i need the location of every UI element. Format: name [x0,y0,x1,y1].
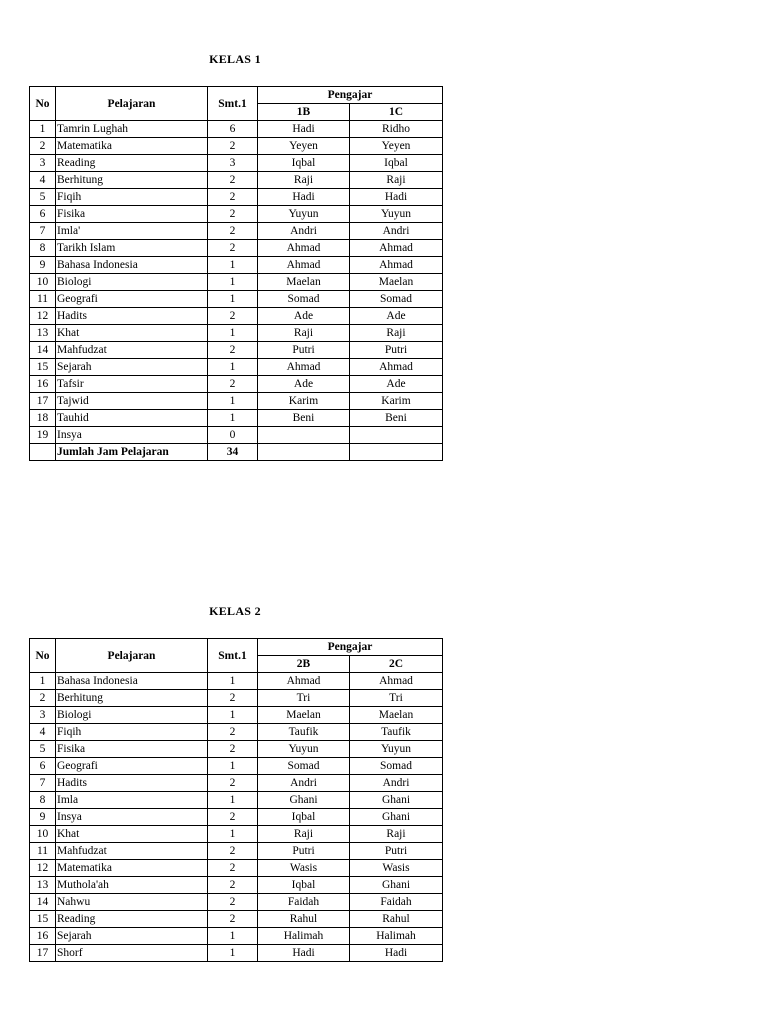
header-no: No [30,639,56,673]
kelas1-table-footer [30,444,443,461]
teacher-cell-b: Raji [350,325,443,342]
teacher-cell-a: Raji [258,325,350,342]
table-row [30,809,443,826]
table-row [30,860,443,877]
kelas1-title: KELAS 1 [209,52,261,66]
subject-cell: Biologi [56,274,208,291]
teacher-cell-a: Beni [258,410,350,427]
teacher-cell-b: Yuyun [350,206,443,223]
row-number-cell: 3 [30,155,56,172]
smt-cell: 1 [208,928,258,945]
table-row [30,172,443,189]
teacher-cell-b: Hadi [350,945,443,962]
teacher-cell-b: Ghani [350,877,443,894]
table-row [30,240,443,257]
total-empty-cell [350,444,443,461]
teacher-cell-b: Somad [350,291,443,308]
row-number-cell: 5 [30,189,56,206]
teacher-cell-b: Yuyun [350,741,443,758]
smt-cell: 2 [208,223,258,240]
teacher-cell-a: Taufik [258,724,350,741]
row-number-cell: 11 [30,291,56,308]
subject-cell: Hadits [56,775,208,792]
header-pelajaran: Pelajaran [56,87,208,121]
row-number-cell: 1 [30,673,56,690]
kelas2-table [29,638,443,962]
teacher-cell-a: Hadi [258,945,350,962]
row-number-cell: 13 [30,325,56,342]
row-number-cell: 9 [30,257,56,274]
row-number-cell: 5 [30,741,56,758]
table-row [30,741,443,758]
kelas1-table-body [30,121,443,444]
row-number-cell: 10 [30,826,56,843]
teacher-cell-a: Faidah [258,894,350,911]
smt-cell: 1 [208,826,258,843]
teacher-cell-a: Karim [258,393,350,410]
subject-cell: Tauhid [56,410,208,427]
teacher-cell-b: Somad [350,758,443,775]
smt-cell: 1 [208,707,258,724]
smt-cell: 2 [208,775,258,792]
total-value: 34 [208,444,258,461]
table-row [30,826,443,843]
table-row [30,894,443,911]
subject-cell: Tamrin Lughah [56,121,208,138]
row-number-cell: 17 [30,393,56,410]
row-number-cell: 3 [30,707,56,724]
smt-cell: 1 [208,325,258,342]
subject-cell: Reading [56,155,208,172]
teacher-cell-b: Raji [350,172,443,189]
table-row [30,189,443,206]
teacher-cell-b: Beni [350,410,443,427]
smt-cell: 1 [208,792,258,809]
subject-cell: Geografi [56,758,208,775]
teacher-cell-b: Karim [350,393,443,410]
smt-cell: 0 [208,427,258,444]
teacher-cell-b [350,427,443,444]
teacher-cell-b: Halimah [350,928,443,945]
subject-cell: Mahfudzat [56,843,208,860]
header-pengajar: Pengajar [258,87,443,104]
smt-cell: 2 [208,860,258,877]
teacher-cell-b: Maelan [350,274,443,291]
header-smt: Smt.1 [208,87,258,121]
subject-cell: Reading [56,911,208,928]
teacher-cell-a: Yuyun [258,206,350,223]
table-row [30,724,443,741]
teacher-cell-a: Ahmad [258,673,350,690]
teacher-cell-a: Ahmad [258,257,350,274]
teacher-cell-b: Hadi [350,189,443,206]
smt-cell: 2 [208,308,258,325]
row-number-cell: 9 [30,809,56,826]
smt-cell: 1 [208,673,258,690]
table-row [30,928,443,945]
table-row [30,393,443,410]
subject-cell: Insya [56,427,208,444]
subject-cell: Geografi [56,291,208,308]
subject-cell: Sejarah [56,928,208,945]
row-number-cell: 17 [30,945,56,962]
total-row [30,444,443,461]
table-row [30,257,443,274]
teacher-cell-b: Tri [350,690,443,707]
teacher-cell-b: Andri [350,775,443,792]
row-number-cell: 14 [30,894,56,911]
subject-cell: Muthola'ah [56,877,208,894]
teacher-cell-a: Yeyen [258,138,350,155]
subject-cell: Berhitung [56,690,208,707]
teacher-cell-a: Rahul [258,911,350,928]
teacher-cell-b: Ahmad [350,257,443,274]
smt-cell: 2 [208,206,258,223]
teacher-cell-b: Ghani [350,792,443,809]
header-class-1b: 1B [258,104,350,121]
row-number-cell: 7 [30,223,56,240]
subject-cell: Shorf [56,945,208,962]
table-row [30,707,443,724]
smt-cell: 2 [208,894,258,911]
teacher-cell-a: Hadi [258,189,350,206]
teacher-cell-a: Tri [258,690,350,707]
row-number-cell: 16 [30,928,56,945]
teacher-cell-a: Yuyun [258,741,350,758]
subject-cell: Khat [56,826,208,843]
table-row [30,410,443,427]
kelas2-title: KELAS 2 [209,604,261,618]
table-row [30,945,443,962]
teacher-cell-a: Iqbal [258,155,350,172]
subject-cell: Biologi [56,707,208,724]
row-number-cell: 6 [30,206,56,223]
row-number-cell: 8 [30,792,56,809]
row-number-cell: 19 [30,427,56,444]
header-class-2b: 2B [258,656,350,673]
table-row [30,223,443,240]
teacher-cell-a: Somad [258,758,350,775]
kelas1-table [29,86,443,461]
table-row [30,775,443,792]
total-label: Jumlah Jam Pelajaran [56,444,208,461]
smt-cell: 3 [208,155,258,172]
row-number-cell: 13 [30,877,56,894]
row-number-cell: 1 [30,121,56,138]
subject-cell: Insya [56,809,208,826]
teacher-cell-a: Raji [258,172,350,189]
table-row [30,843,443,860]
row-number-cell: 2 [30,690,56,707]
smt-cell: 2 [208,138,258,155]
teacher-cell-b: Ahmad [350,240,443,257]
subject-cell: Khat [56,325,208,342]
teacher-cell-b: Raji [350,826,443,843]
teacher-cell-a: Raji [258,826,350,843]
subject-cell: Fiqih [56,189,208,206]
smt-cell: 2 [208,376,258,393]
teacher-cell-b: Ade [350,376,443,393]
smt-cell: 2 [208,690,258,707]
teacher-cell-a: Andri [258,223,350,240]
row-number-cell: 15 [30,911,56,928]
teacher-cell-b: Taufik [350,724,443,741]
smt-cell: 1 [208,758,258,775]
table-row [30,673,443,690]
teacher-cell-a: Somad [258,291,350,308]
smt-cell: 2 [208,342,258,359]
header-pelajaran: Pelajaran [56,639,208,673]
smt-cell: 6 [208,121,258,138]
teacher-cell-b: Ade [350,308,443,325]
total-empty-cell [258,444,350,461]
total-no-cell [30,444,56,461]
subject-cell: Nahwu [56,894,208,911]
smt-cell: 2 [208,877,258,894]
subject-cell: Mahfudzat [56,342,208,359]
smt-cell: 1 [208,257,258,274]
teacher-cell-b: Ridho [350,121,443,138]
row-number-cell: 16 [30,376,56,393]
subject-cell: Sejarah [56,359,208,376]
teacher-cell-b: Iqbal [350,155,443,172]
teacher-cell-b: Andri [350,223,443,240]
table-row [30,877,443,894]
teacher-cell-a: Ghani [258,792,350,809]
subject-cell: Imla' [56,223,208,240]
teacher-cell-b: Putri [350,342,443,359]
subject-cell: Matematika [56,860,208,877]
teacher-cell-a: Ahmad [258,359,350,376]
table-row [30,206,443,223]
header-class-1c: 1C [350,104,443,121]
smt-cell: 2 [208,172,258,189]
teacher-cell-a: Ahmad [258,240,350,257]
table-row [30,325,443,342]
row-number-cell: 18 [30,410,56,427]
subject-cell: Tarikh Islam [56,240,208,257]
teacher-cell-a: Putri [258,342,350,359]
subject-cell: Imla [56,792,208,809]
smt-cell: 2 [208,741,258,758]
smt-cell: 1 [208,945,258,962]
teacher-cell-a: Maelan [258,707,350,724]
table-row [30,427,443,444]
table-row [30,138,443,155]
row-number-cell: 12 [30,308,56,325]
table-row [30,342,443,359]
teacher-cell-b: Faidah [350,894,443,911]
row-number-cell: 12 [30,860,56,877]
kelas2-table-body [30,673,443,962]
teacher-cell-b: Ahmad [350,673,443,690]
teacher-cell-a: Wasis [258,860,350,877]
table-row [30,758,443,775]
teacher-cell-a: Hadi [258,121,350,138]
subject-cell: Tajwid [56,393,208,410]
row-number-cell: 14 [30,342,56,359]
subject-cell: Tafsir [56,376,208,393]
subject-cell: Fisika [56,741,208,758]
header-pengajar: Pengajar [258,639,443,656]
row-number-cell: 8 [30,240,56,257]
row-number-cell: 2 [30,138,56,155]
teacher-cell-a: Halimah [258,928,350,945]
smt-cell: 1 [208,359,258,376]
teacher-cell-a: Ade [258,308,350,325]
table-row [30,121,443,138]
teacher-cell-a: Iqbal [258,877,350,894]
row-number-cell: 15 [30,359,56,376]
teacher-cell-b: Putri [350,843,443,860]
subject-cell: Bahasa Indonesia [56,257,208,274]
table-row [30,274,443,291]
kelas2-table-header [30,639,443,673]
teacher-cell-a: Andri [258,775,350,792]
table-row [30,155,443,172]
smt-cell: 2 [208,240,258,257]
subject-cell: Hadits [56,308,208,325]
row-number-cell: 11 [30,843,56,860]
teacher-cell-b: Maelan [350,707,443,724]
table-row [30,291,443,308]
row-number-cell: 6 [30,758,56,775]
table-row [30,911,443,928]
smt-cell: 1 [208,291,258,308]
teacher-cell-a: Maelan [258,274,350,291]
smt-cell: 2 [208,809,258,826]
smt-cell: 2 [208,189,258,206]
smt-cell: 1 [208,410,258,427]
subject-cell: Matematika [56,138,208,155]
subject-cell: Fiqih [56,724,208,741]
row-number-cell: 7 [30,775,56,792]
teacher-cell-b: Yeyen [350,138,443,155]
smt-cell: 2 [208,724,258,741]
row-number-cell: 4 [30,724,56,741]
teacher-cell-a: Ade [258,376,350,393]
header-no: No [30,87,56,121]
subject-cell: Berhitung [56,172,208,189]
smt-cell: 1 [208,274,258,291]
smt-cell: 2 [208,911,258,928]
teacher-cell-b: Ahmad [350,359,443,376]
header-class-2c: 2C [350,656,443,673]
smt-cell: 1 [208,393,258,410]
row-number-cell: 10 [30,274,56,291]
teacher-cell-a [258,427,350,444]
teacher-cell-b: Rahul [350,911,443,928]
teacher-cell-a: Putri [258,843,350,860]
smt-cell: 2 [208,843,258,860]
teacher-cell-b: Ghani [350,809,443,826]
table-row [30,359,443,376]
table-row [30,308,443,325]
subject-cell: Fisika [56,206,208,223]
subject-cell: Bahasa Indonesia [56,673,208,690]
header-smt: Smt.1 [208,639,258,673]
kelas1-table-header [30,87,443,121]
row-number-cell: 4 [30,172,56,189]
table-row [30,792,443,809]
table-row [30,376,443,393]
teacher-cell-a: Iqbal [258,809,350,826]
table-row [30,690,443,707]
teacher-cell-b: Wasis [350,860,443,877]
